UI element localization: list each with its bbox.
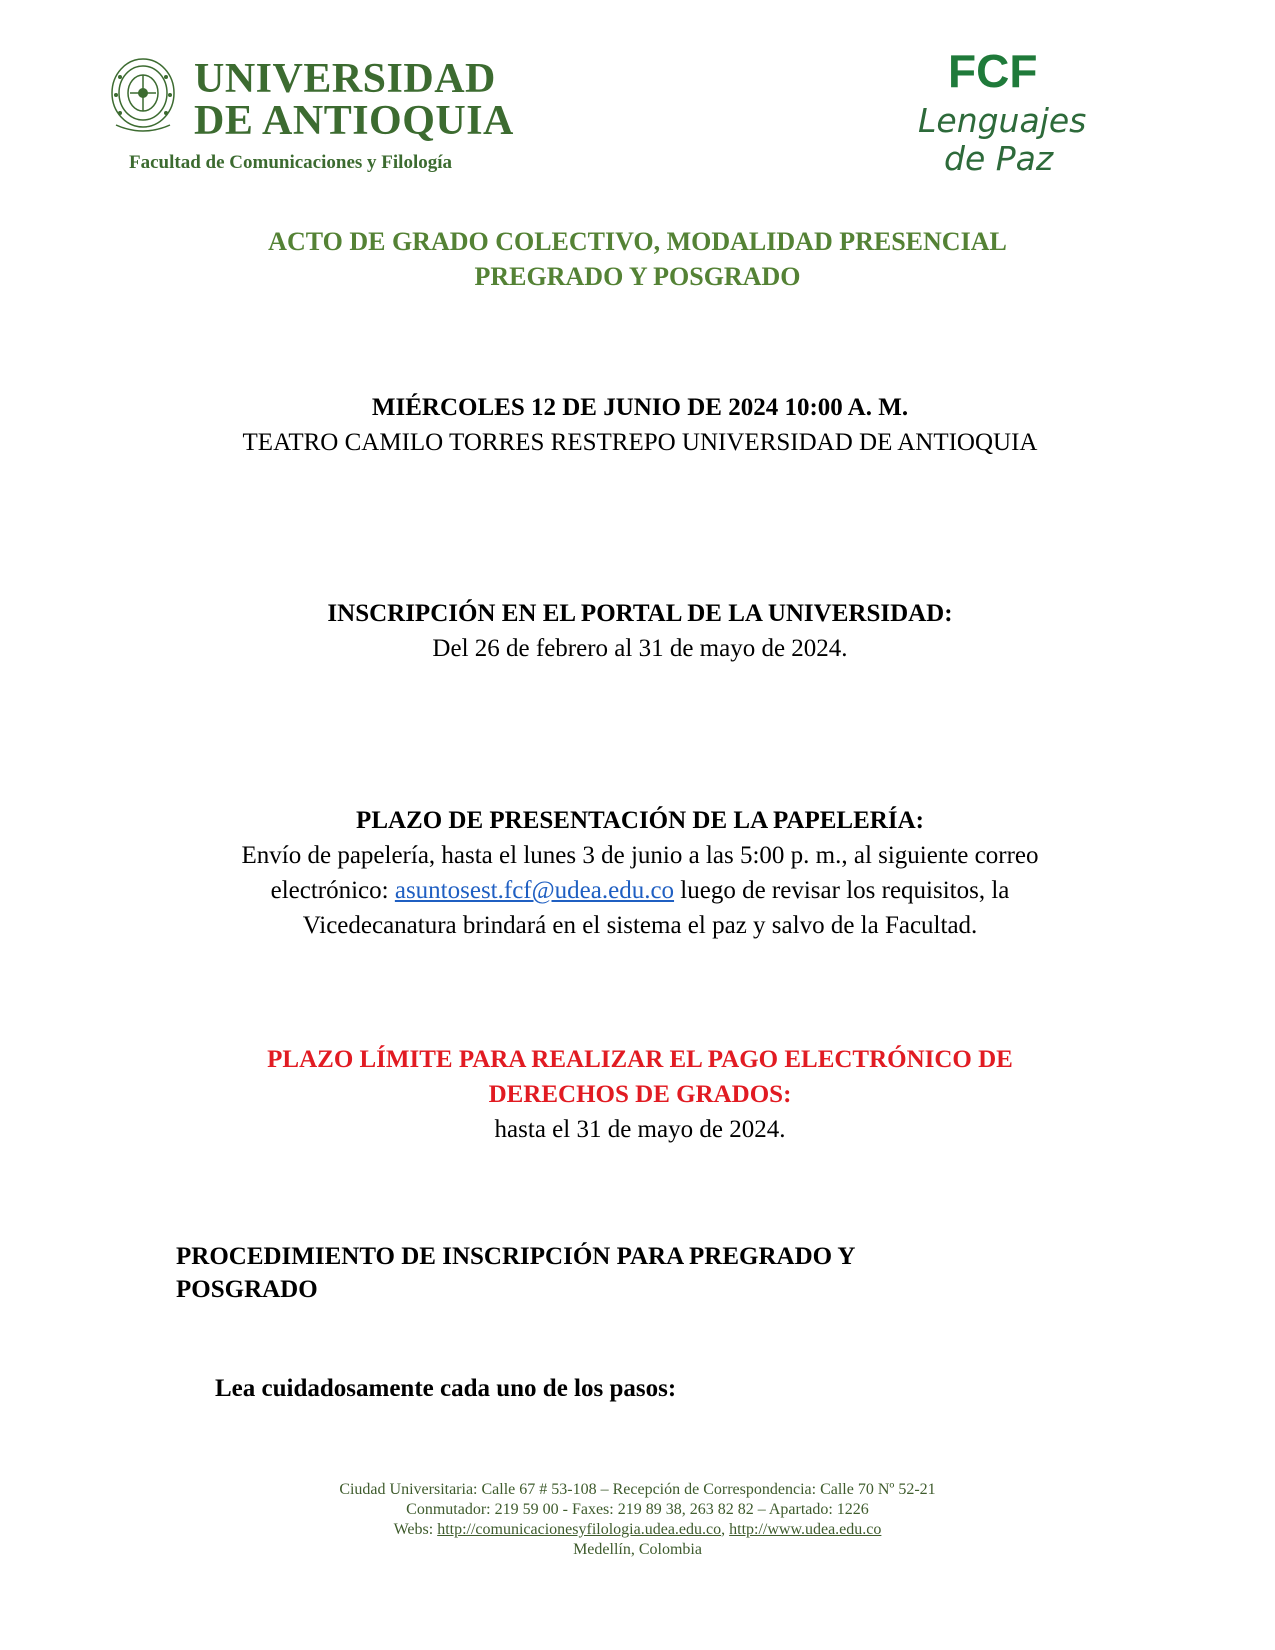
email-link[interactable]: asuntosest.fcf@udea.edu.co: [394, 877, 675, 904]
procedure-heading-line2: POSGRADO: [176, 1276, 318, 1303]
footer-web-link-university[interactable]: http://www.udea.edu.co: [729, 1521, 882, 1538]
paperwork-section: [150, 803, 1130, 943]
procedure-heading: [176, 1240, 1036, 1306]
faculty-name: Facultad de Comunicaciones y Filología: [129, 152, 452, 173]
event-datetime: MIÉRCOLES 12 DE JUNIO DE 2024 10:00 A. M.: [371, 394, 909, 421]
paperwork-text-line3: Vicedecanatura brindará en el sistema el paz y salvo de la Facultad.: [302, 912, 978, 939]
footer-phones: Conmutador: 219 59 00 - Faxes: 219 89 38, 263 82 82 – Apartado: 1226: [406, 1501, 869, 1518]
document-title-line1: ACTO DE GRADO COLECTIVO, MODALIDAD PRESENCIAL: [268, 227, 1007, 256]
footer: [0, 1480, 1275, 1560]
payment-deadline: hasta el 31 de mayo de 2024.: [494, 1116, 786, 1143]
footer-web-separator: ,: [721, 1521, 730, 1538]
university-name: [194, 58, 514, 142]
registration-heading: INSCRIPCIÓN EN EL PORTAL DE LA UNIVERSIDAD:: [327, 600, 953, 627]
university-seal-icon: [108, 55, 178, 143]
fcf-tagline-line1: Lenguajes: [918, 101, 1087, 140]
payment-heading-line2: DERECHOS DE GRADOS:: [488, 1081, 792, 1108]
registration-section: [150, 596, 1130, 666]
payment-section: [150, 1042, 1130, 1147]
document-title-line2: PREGRADO Y POSGRADO: [474, 262, 801, 291]
document-title: [0, 224, 1275, 294]
university-name-line1: UNIVERSIDAD: [194, 56, 496, 102]
paperwork-text-suffix: luego de revisar los requisitos, la: [674, 877, 1010, 904]
paperwork-text-prefix: electrónico:: [270, 877, 395, 904]
event-venue: TEATRO CAMILO TORRES RESTREPO UNIVERSIDAD DE ANTIOQUIA: [242, 429, 1038, 456]
fcf-tagline: [918, 102, 1098, 178]
paperwork-text-line2: [150, 873, 1130, 908]
paperwork-text-line1: Envío de papelería, hasta el lunes 3 de junio a las 5:00 p. m., al siguiente correo: [241, 842, 1039, 869]
footer-address: Ciudad Universitaria: Calle 67 # 53-108 – Recepción de Correspondencia: Calle 70 Nº 52-21: [339, 1481, 936, 1498]
footer-city: Medellín, Colombia: [573, 1541, 702, 1558]
registration-dates: Del 26 de febrero al 31 de mayo de 2024.: [432, 635, 848, 662]
footer-webs-label: Webs:: [393, 1521, 438, 1538]
procedure-heading-line1: PROCEDIMIENTO DE INSCRIPCIÓN PARA PREGRADO Y: [176, 1243, 856, 1270]
event-section: [150, 390, 1130, 460]
fcf-tagline-line2: de Paz: [944, 139, 1054, 178]
procedure-instruction: Lea cuidadosamente cada uno de los pasos:: [215, 1375, 677, 1402]
university-name-line2: DE ANTIOQUIA: [194, 98, 514, 144]
footer-web-link-faculty[interactable]: http://comunicacionesyfilologia.udea.edu.co: [437, 1521, 722, 1538]
fcf-logo: FCF: [948, 45, 1038, 97]
payment-heading-line1: PLAZO LÍMITE PARA REALIZAR EL PAGO ELECTRÓNICO DE: [267, 1046, 1013, 1073]
paperwork-heading: PLAZO DE PRESENTACIÓN DE LA PAPELERÍA:: [356, 807, 924, 834]
footer-webs: [0, 1520, 1275, 1540]
